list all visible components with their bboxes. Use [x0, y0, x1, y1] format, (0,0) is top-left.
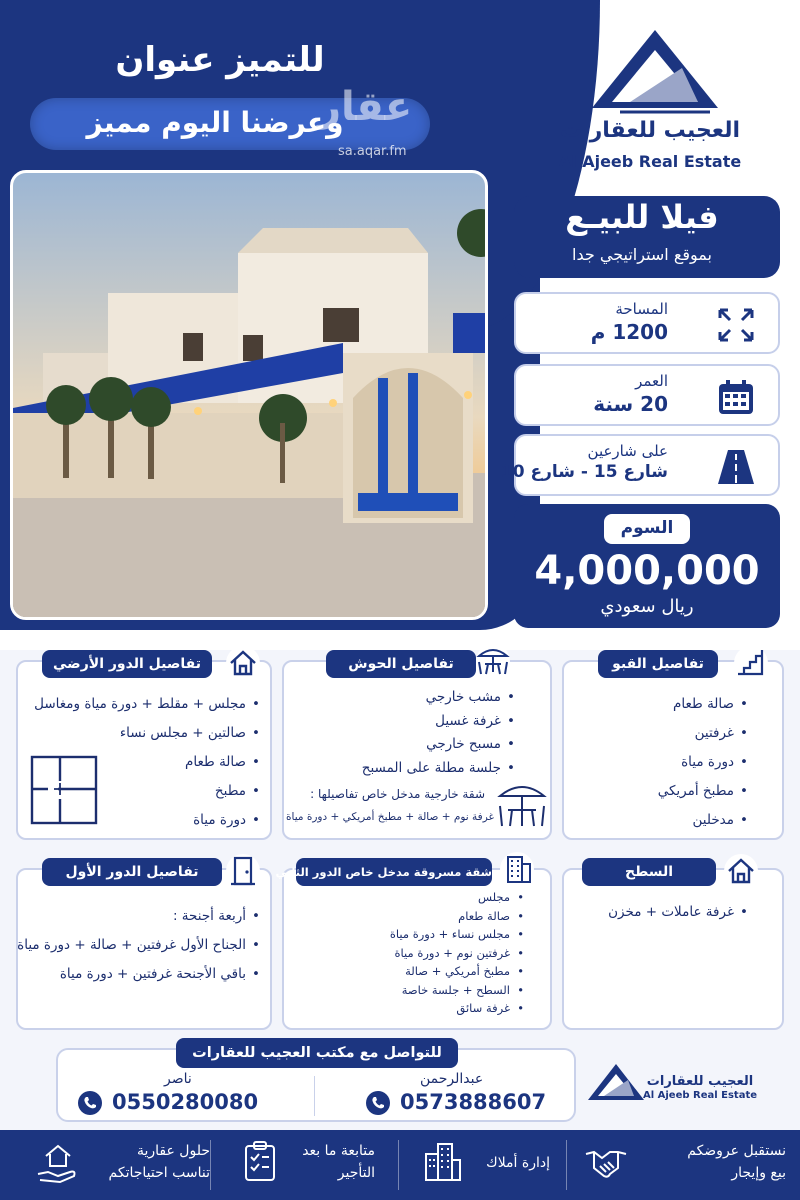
yard-note-line1: شقة خارجية مدخل خاص تفاصيلها : [310, 787, 485, 801]
door-icon [226, 854, 260, 888]
price-label: السوم [620, 518, 674, 538]
list-item: • الجناح الأول غرفتين + صالة + دورة مياة [17, 931, 260, 960]
footer-item-line2: تناسب احتياجاتكم [108, 1165, 210, 1181]
basement-title: تفاصيل القبو [598, 650, 718, 678]
list-item: • غرفتين [658, 719, 748, 748]
agent-phone[interactable]: 0573888607 [400, 1090, 547, 1114]
sale-title: فيلا للبيـع [565, 198, 719, 236]
street-value: شارع 15 - شارع 10 [500, 462, 668, 482]
footer-item-line1: حلول عقارية [136, 1143, 210, 1159]
list-item: • مسبح خارجي [362, 733, 515, 757]
contact-divider [314, 1076, 315, 1116]
price-value: 4,000,000 [534, 548, 760, 594]
house-icon [724, 854, 758, 888]
list-item: • صالتين + مجلس نساء [34, 719, 260, 748]
age-label: العمر [635, 372, 668, 390]
yard-note-line2: غرفة نوم + صالة + مطبخ أمريكي + دورة مياة [286, 811, 494, 823]
sale-subtitle: بموقع استراتيجي جدا [572, 245, 712, 264]
list-item: • مدخلين [658, 806, 748, 835]
list-item: • غرفة سائق [390, 999, 524, 1018]
footer-divider [210, 1140, 211, 1190]
slogan-line-2: وعرضنا اليوم مميز [86, 106, 344, 139]
list-item: • غرفة عاملات + مخزن [608, 900, 748, 924]
footer-item-line1: متابعة ما بعد [302, 1143, 375, 1159]
street-info [500, 434, 780, 496]
brand-name-english: Al Ajeeb Real Estate [558, 152, 742, 171]
roof-title: السطح [582, 858, 716, 886]
footer-item-line2: التأجير [337, 1165, 375, 1181]
handshake-icon [584, 1140, 628, 1184]
age-info [514, 364, 780, 426]
agent-name: عبدالرحمن [420, 1071, 484, 1087]
annex-list [390, 888, 524, 1018]
list-item: • دورة مياة [34, 806, 260, 835]
checklist-icon [238, 1140, 282, 1184]
list-item: • غرفتين نوم + دورة مياة [390, 944, 524, 963]
villa-photo [10, 170, 488, 620]
list-item: • جلسة مطلة على المسبح [362, 757, 515, 781]
yard-title: تفاصيل الحوش [326, 650, 476, 678]
brand-logo-small-icon [586, 1062, 646, 1106]
list-item: • السطح + جلسة خاصة [390, 981, 524, 1000]
expand-arrows-icon [716, 306, 756, 344]
roof-list [608, 900, 748, 924]
building-icon [500, 852, 534, 886]
list-item: • مجلس نساء + دورة مياة [390, 925, 524, 944]
area-label: المساحة [615, 300, 668, 318]
price-currency: ريال سعودي [600, 596, 694, 617]
contact-title: للتواصل مع مكتب العجيب للعقارات [176, 1038, 458, 1068]
list-item: • مجلس [390, 888, 524, 907]
watermark-text: عقار [318, 84, 413, 130]
list-item: • مجلس + مقلط + دورة مياة ومغاسل [34, 690, 260, 719]
list-item: • صالة طعام [658, 690, 748, 719]
house-icon [226, 646, 260, 680]
agent-phone[interactable]: 0550280080 [112, 1090, 259, 1114]
phone-icon[interactable] [78, 1091, 102, 1115]
calendar-icon [716, 378, 756, 416]
footer-item [109, 1140, 210, 1184]
list-item: • باقي الأجنحة غرفتين + دورة مياة [17, 960, 260, 989]
umbrella-table-icon [496, 780, 548, 830]
buildings-icon [420, 1140, 464, 1184]
list-item: • مطبخ أمريكي [658, 777, 748, 806]
footer-item-line1: إدارة أملاك [486, 1155, 550, 1171]
footer-item [687, 1140, 786, 1184]
floor-plan-icon [30, 755, 98, 825]
patio-table-icon [476, 644, 510, 678]
road-icon [716, 448, 756, 486]
area-value: 1200 م [590, 320, 668, 344]
footer-item-line1: نستقبل عروضكم [687, 1143, 786, 1159]
roof-card [562, 868, 784, 1030]
annex-title: شقة مسروقة مدخل خاص الدور الثاني [296, 858, 492, 886]
brand-name-english-small: Al Ajeeb Real Estate [642, 1090, 758, 1101]
list-item: • صالة طعام [34, 748, 260, 777]
street-label: على شارعين [587, 442, 668, 460]
area-info [514, 292, 780, 354]
age-value: 20 سنة [593, 392, 668, 416]
brand-name-arabic: العجيب للعقارات [559, 118, 741, 143]
list-item: • مطبخ أمريكي + صالة [390, 962, 524, 981]
brand-name-arabic-small: العجيب للعقارات [646, 1074, 754, 1089]
ground-floor-title: تفاصيل الدور الأرضي [42, 650, 212, 678]
basement-list [658, 690, 748, 835]
list-item: • أربعة أجنحة : [17, 902, 260, 931]
list-item: • مشب خارجي [362, 686, 515, 710]
agent-name: ناصر [164, 1071, 192, 1087]
footer-item [486, 1152, 550, 1174]
first-floor-title: تفاصيل الدور الأول [42, 858, 222, 886]
footer-divider [398, 1140, 399, 1190]
list-item: • صالة طعام [390, 907, 524, 926]
slogan-line-1: للتميز عنوان [115, 40, 325, 80]
list-item: • دورة مياة [658, 748, 748, 777]
list-item: • غرفة غسيل [362, 710, 515, 734]
footer-item-line2: بيع وإيجار [731, 1165, 786, 1181]
stairs-icon [734, 646, 768, 680]
footer-divider [566, 1140, 567, 1190]
watermark-url: sa.aqar.fm [338, 144, 407, 159]
phone-icon[interactable] [366, 1091, 390, 1115]
brand-logo-icon [590, 28, 720, 118]
yard-list [362, 686, 515, 780]
first-floor-list [17, 902, 260, 989]
house-hand-icon [36, 1140, 80, 1184]
list-item: • مطبخ [34, 777, 260, 806]
footer-item [302, 1140, 375, 1184]
